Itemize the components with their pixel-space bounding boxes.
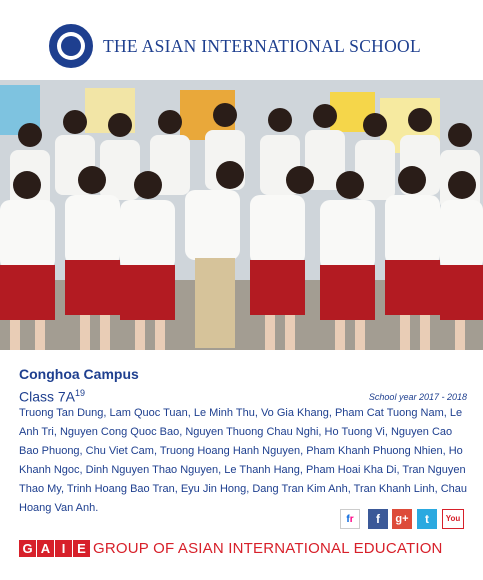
social-icons [340, 509, 470, 529]
footer-brand [19, 540, 443, 558]
gaie-letter: I [55, 540, 72, 557]
twitter-icon[interactable]: t [417, 509, 437, 529]
facebook-icon[interactable]: f [368, 509, 388, 529]
class-name-text: Class 7A [19, 388, 76, 405]
student-names: Truong Tan Dung, Lam Quoc Tuan, Le Minh Thu, Vo Gia Khang, Pham Cat Tuong Nam, Le Anh Tri, Nguyen Cong Quoc Bao, Nguyen Thuong Chau Nghi, Ho Tuong Vi, Nguyen Cao Bao Phuong, Chu Viet Cam, Truong Hoang Hanh Nguyen, Pham Khanh Phuong Nhien, Ho Khanh Ngoc, Dinh Nguyen Thao Nguyen, Le Thanh Hang, Pham Hoai Kha Di, Tran Nguyen Thao My, Trinh Hoang Bao Tran, Eyu Jin Hong, Dang Tran Kim Anh, Tran Khanh Linh, Chau Hoang Van Anh. [19, 407, 467, 514]
flickr-icon[interactable]: fr [340, 509, 360, 529]
page-header [0, 0, 483, 80]
google-plus-icon[interactable]: g+ [392, 509, 412, 529]
globe-icon [61, 36, 81, 56]
school-name: THE ASIAN INTERNATIONAL SCHOOL [103, 36, 421, 56]
class-name-superscript: 19 [75, 388, 86, 398]
class-photo [0, 80, 483, 350]
gaie-letter: G [19, 540, 36, 557]
gaie-letter: A [37, 540, 54, 557]
school-logo [49, 24, 93, 68]
school-year: School year 2017 - 2018 [368, 392, 467, 402]
class-photo-image [0, 80, 483, 350]
campus-name: Conghoa Campus [19, 366, 139, 382]
footer-text: GROUP OF ASIAN INTERNATIONAL EDUCATION [93, 540, 443, 558]
class-name [19, 388, 85, 405]
gaie-letter: E [73, 540, 90, 557]
youtube-icon[interactable]: You [442, 509, 464, 529]
